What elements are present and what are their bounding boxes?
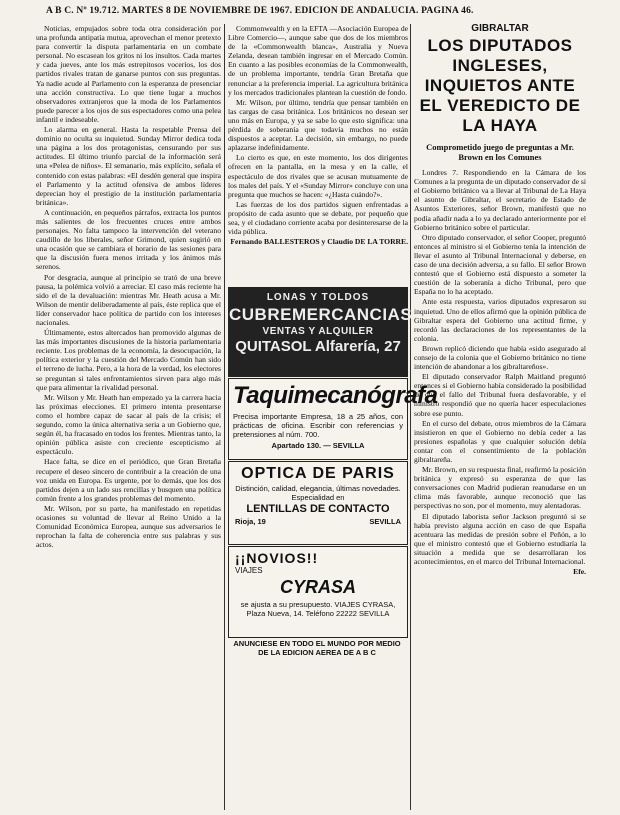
article-subhead: Comprometido juego de preguntas a Mr. Brown en los Comunes: [426, 142, 574, 163]
paragraph: En el curso del debate, otros miembros de la Cámara insistieron en que el Gobierno no debía ceder a las presiones españolas y que cualquier solución debía contar con el consentimiento de la población gibraltareña.: [414, 418, 586, 464]
ad-taquimecanografa: [228, 378, 438, 460]
paragraph: Mr. Wilson y Mr. Heath han empezado ya la carrera hacia las próximas elecciones. El primero intenta presentarse como el hombre capaz de sacar al país de la crisis; el segundo, como la única alternativa seria a un Gobierno que, según él, ha fracasado en todos los frentes. Mientras tanto, la opinión pública asiste con creciente escepticismo al espectáculo.: [36, 392, 221, 457]
paragraph: Hace falta, se dice en el periódico, que Gran Bretaña recupere el deseo sincero de contribuir a la creación de una voz unida en Europa. Es urgente, por lo demás, que los dos partidos dejen a un lado sus rencillas y busquen una política común frente a los grandes problemas del momento.: [36, 457, 221, 503]
paragraph: Por desgracia, aunque al principio se trató de una breve pausa, la polémica volvió a arreciar. El caso más reciente ha sido el de la devaluación: mientras Mr. Heath acusa a Mr. Wilson de mentir deliberadamente al país, éste replica que el líder conservador hace política de partido con los intereses nacionales.: [36, 272, 221, 327]
page-header: A B C. Nº 19.712. MARTES 8 DE NOVIEMBRE DE 1967. EDICION DE ANDALUCIA. PAGINA 46.: [46, 6, 474, 16]
column-left: [36, 24, 221, 810]
ad-address: Rioja, 19: [235, 517, 266, 526]
ad-body: Distinción, calidad, elegancia, últimas novedades. Especialidad en: [235, 484, 401, 502]
ad-body: Precisa importante Empresa, 18 a 25 años, con prácticas de oficina. Escribir con referencias y pretensiones al núm. 700.: [233, 412, 403, 439]
ad-line: LENTILLAS DE CONTACTO: [246, 503, 390, 515]
ad-edicion-aerea: ANUNCIESE EN TODO EL MUNDO POR MEDIO DE LA EDICION AEREA DE A B C: [233, 639, 401, 657]
paragraph: Londres 7. Respondiendo en la Cámara de los Comunes a la pregunta de un diputado conservador de si el Gobierno británico va a llevar al Tribunal de La Haya el asunto de Gibraltar, el secretario de Estado de Asuntos Exteriores, señor Brown, manifestó que no podía añadir nada a lo ya declarado anteriormente por el Gobierno británico sobre el particular.: [414, 168, 586, 232]
article-signature: Fernando BALLESTEROS y Claudio DE LA TORRE.: [230, 237, 408, 247]
column-right: [414, 24, 586, 814]
ad-title: OPTICA DE PARIS: [241, 465, 395, 482]
paragraph: Commonwealth y en la EFTA —Asociación Europea de Libre Comercio—, aunque sabe que dos de los miembros de la «Commonwealth blanca», Australia y Nueva Zelanda, desean también ingresar en el Mercado Común. En cuanto a las posibles economías de la Commonwealth, de un problema importante, tendría Gran Bretaña que renunciar a la preferencia imperial. La agricultura británica y los mercados tradicionales plantean la cuestión de fondo.: [228, 24, 408, 97]
ad-line: VENTAS Y ALQUILER: [262, 326, 374, 337]
ad-optica: [228, 461, 408, 545]
column-middle: [228, 24, 408, 284]
paragraph: Brown replicó diciendo que había «sido asegurado al consejo de la colonia que el Gobierno británico no tiene intención de abandonar a los gibraltareños».: [414, 343, 586, 372]
paragraph: Mr. Wilson, por su parte, ha manifestado en repetidas ocasiones su voluntad de llevar al Reino Unido a la Comunidad Económica Europea, aunque sus adversarios le reprochan la falta de coherencia entre sus palabras y sus actos.: [36, 503, 221, 550]
ad-brand: CYRASA: [279, 577, 356, 597]
article-kicker: GIBRALTAR: [471, 23, 529, 34]
paragraph: Las fuerzas de los dos partidos siguen enfrentadas a propósito de cada asunto que se debate, por pequeño que sea, y el ciudadano corriente acaba por desinteresarse de la vida pública.: [228, 199, 408, 237]
ad-line: QUITASOL Alfarería, 27: [235, 338, 401, 355]
ad-lonas-toldos: [228, 287, 413, 377]
article-headline: LOS DIPUTADOS INGLESES, INQUIETOS ANTE EL VEREDICTO DE LA HAYA: [419, 36, 581, 136]
ad-title: ¡¡NOVIOS!!: [235, 550, 319, 566]
ad-title: Taquimecanógrafa: [233, 382, 438, 409]
ad-footer: [229, 515, 407, 528]
paragraph: Noticias, empujados sobre toda otra consideración por una profunda antipatía mutua, aprovechan el menor pretexto para convertir la disputa parlamentaria en un combate personal. No escasean los gritos ni los insultos. Cada martes y cada jueves, ante los más estrepitosos voceríos, los dos partidos rivales tratan de ganarse puntos con sus preguntas. Ya nadie acude al Parlamento con la esperanza de presenciar una acción constructiva. Lo que tiene lugar a muchos observadores extranjeros que la moda de los Parlamentos puede parecer a los ojos de sus espectadores como una pelea infantil e indeseable.: [36, 24, 221, 124]
paragraph: Otro diputado conservador, el señor Cooper, preguntó entonces al ministro si el Gobierno tenía la intención de llevar el asunto al Tribunal Internacional y deberse, en caso de una decisión adversa, a su fallo. El señor Brown contestó que el Gobierno está dispuesto a someter la cuestión de la soberanía a dicho Tribunal, pero que España no lo ha aceptado.: [414, 232, 586, 297]
article-signature: Efe.: [573, 567, 586, 577]
paragraph: Mr. Brown, en su respuesta final, reafirmó la posición británica y expresó su esperanza de que las conversaciones con Madrid pudieran reanudarse en un clima más favorable, aunque reconoció que las perspectivas no son, por el momento, muy alentadoras.: [414, 465, 586, 511]
paragraph: El diputado laborista señor Jackson preguntó si se había previsto alguna acción en caso de que España acentuara las medidas de presión sobre el Peñón, a lo que el ministro contestó que el Gobierno estudiaría la situación a medida que se desarrollaran los acontecimientos, en el marco del Tribunal Internacional.: [414, 511, 586, 567]
paragraph: Mr. Wilson, por último, tendría que pensar también en las cargas de casa británica. Los británicos no desean ser uno más en Europa, y ya se sabe lo que esto significa: una pérdida de soberanía que todavía muchos no están dispuestos a aceptar. La decisión, sin embargo, no puede aplazarse indefinidamente.: [228, 97, 408, 153]
ad-novios: [228, 546, 408, 638]
column-divider: [224, 24, 225, 810]
ad-line: LONAS Y TOLDOS: [266, 292, 370, 303]
paragraph: El diputado conservador Ralph Maitland preguntó entonces si el Gobierno había considerado la posibilidad de que el fallo del Tribunal fuera desfavorable, y el ministro respondió que no quería hacer especulaciones sobre ese punto.: [414, 372, 586, 418]
paragraph: Ante esta respuesta, varios diputados expresaron su inquietud. Uno de ellos afirmó que la opinión pública de Gibraltar espera del Gobierno una actitud firme, y recordó las declaraciones de los representantes de la colonia.: [414, 297, 586, 343]
paragraph: Lo cierto es que, en este momento, los dos dirigentes ofrecen en la pantalla, en la mesa y en la calle, el espectáculo de dos rivales que se acusan mutuamente de los males del país. Y el «Sunday Mirror» concluye con una pregunta que muchos se hacen: «¿Hasta cuándo?».: [228, 153, 408, 199]
paragraph: A continuación, en pequeños párrafos, extracta los puntos más salientes de los frecuentes cruces entre ambos personajes. No falta tampoco la intervención del veterano caudillo de los liberales, señor Grimond, quien sugirió en una ocasión que se cambiara el horario de las sesiones para que la discusión fuera menos irritada y los ánimos más serenos.: [36, 207, 221, 272]
ad-body: se ajusta a su presupuesto. VIAJES CYRASA, Plaza Nueva, 14. Teléfono 22222 SEVILLA: [240, 600, 396, 618]
paragraph: Últimamente, estos altercados han promovido algunas de las más importantes discusiones de la historia parlamentaria reciente. Los problemas de la economía, la desocupación, la política exterior y la cuestión del Mercado Común han sido el terreno de lucha. Pero, a la hora de la verdad, los electores se preguntan si tales enfrentamientos sirven para algo más que para alimentar la rivalidad personal.: [36, 328, 221, 392]
column-divider: [410, 24, 411, 810]
ad-address: Apartado 130. — SEVILLA: [271, 441, 365, 450]
ad-line: CUBREMERCANCIAS: [229, 305, 413, 324]
ad-city: SEVILLA: [369, 517, 401, 526]
ad-subtitle: VIAJES: [235, 566, 263, 575]
paragraph: Lo alarma en general. Hasta la respetable Prensa del dominio no oculta su inquietud. Sunday Mirror dedica toda una página a los dos protagonistas, censurando por sus actitudes. El último triunfo parcial de la información será una «Pelea de niños». El semanario, más explícito, señala el contenido con estas palabras: «El desdén general que inspira el Parlamento y la actitud ofensiva de ambos líderes deprecian hoy el prestigio de la institución parlamentaria británica».: [36, 125, 221, 207]
